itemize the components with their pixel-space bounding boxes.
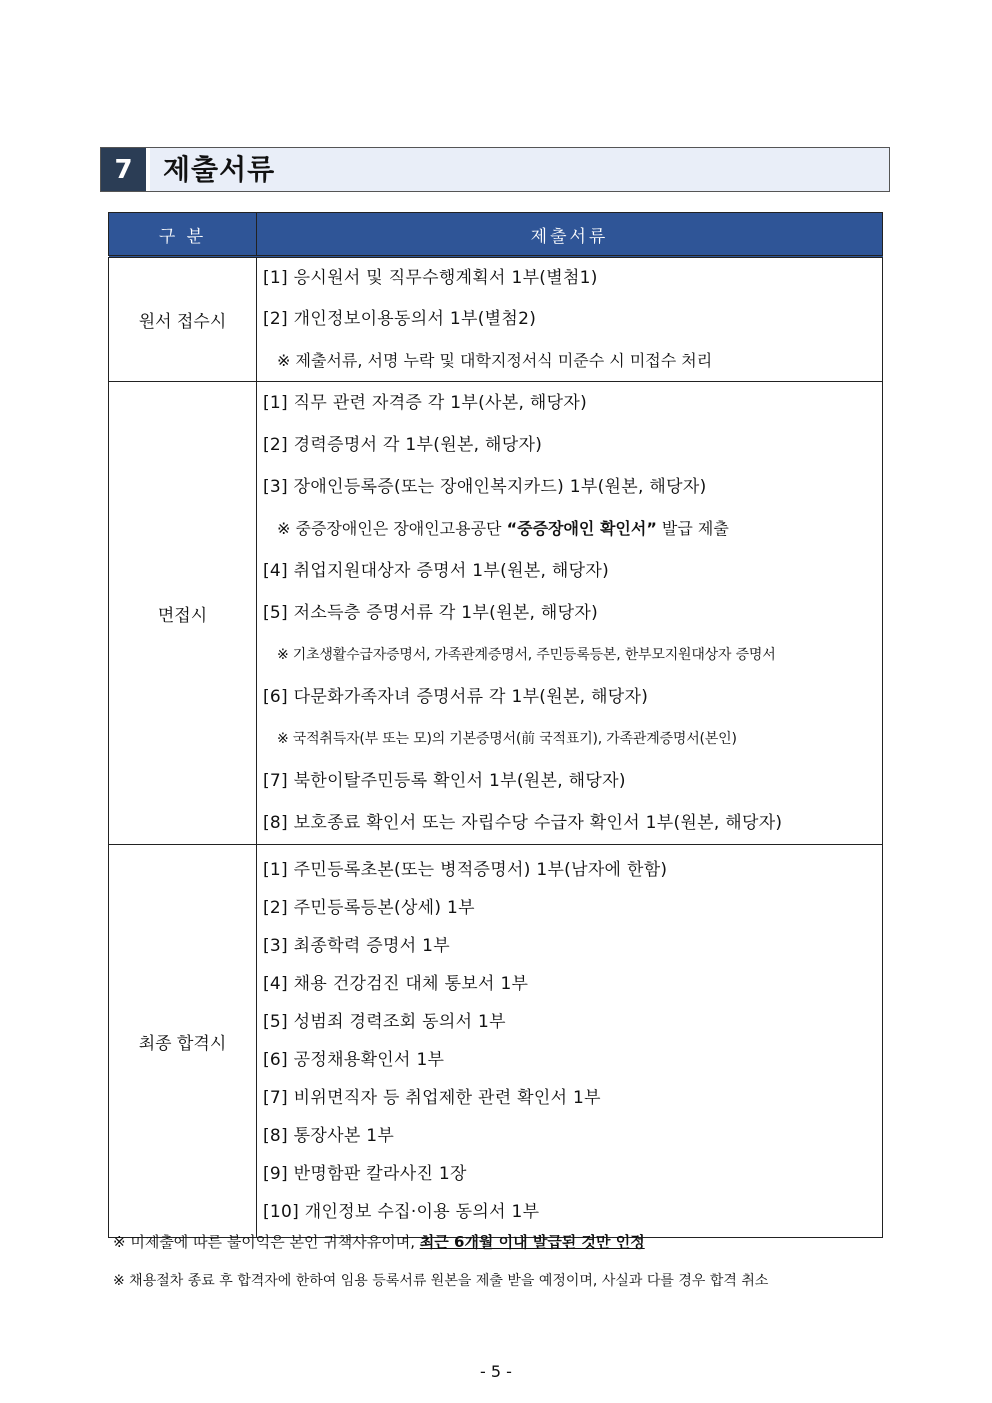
documents-application	[257, 257, 883, 382]
list-item: [1] 주민등록초본(또는 병적증명서) 1부(남자에 한함)	[263, 860, 668, 880]
list-item: [10] 개인정보 수집·이용 동의서 1부	[263, 1202, 540, 1222]
list-item: [3] 장애인등록증(또는 장애인복지카드) 1부(원본, 해당자)	[263, 477, 707, 497]
list-item: [8] 보호종료 확인서 또는 자립수당 수급자 확인서 1부(원본, 해당자)	[263, 813, 783, 833]
list-item: [7] 비위면직자 등 취업제한 관련 확인서 1부	[263, 1088, 601, 1108]
list-item: [4] 채용 건강검진 대체 통보서 1부	[263, 974, 529, 994]
category-application: 원서 접수시	[109, 257, 257, 382]
section-title: 제출서류	[163, 153, 276, 186]
note: ※ 국적취득자(부 또는 모)의 기본증명서(前 국적표기), 가족관계증명서(본인)	[277, 731, 737, 747]
section-number: 7	[101, 148, 146, 191]
note-text: 발급 제출	[656, 519, 729, 538]
list-item: [8] 통장사본 1부	[263, 1126, 395, 1146]
documents-interview	[257, 382, 883, 845]
page-number: - 5 -	[480, 1362, 512, 1381]
list-item: [9] 반명함판 칼라사진 1장	[263, 1164, 467, 1184]
header-category: 구 분	[109, 213, 257, 257]
header-documents: 제출서류	[257, 213, 883, 257]
note	[263, 508, 882, 550]
list-item: [6] 다문화가족자녀 증명서류 각 1부(원본, 해당자)	[263, 687, 649, 707]
footnote-originals: ※ 채용절차 종료 후 합격자에 한하여 임용 등록서류 원본을 제출 받을 예정이며, 사실과 다를 경우 합격 취소	[113, 1273, 769, 1289]
note-emphasis: “중증장애인 확인서”	[506, 519, 657, 538]
table-row-final	[109, 845, 883, 1238]
category-final: 최종 합격시	[109, 845, 257, 1238]
list-item: [1] 응시원서 및 직무수행계획서 1부(별첨1)	[263, 268, 598, 288]
list-item: [1] 직무 관련 자격증 각 1부(사본, 해당자)	[263, 393, 587, 413]
list-item: [5] 성범죄 경력조회 동의서 1부	[263, 1012, 506, 1032]
table-row-application	[109, 257, 883, 382]
table-header-row	[109, 213, 883, 257]
section-number-divider	[146, 148, 150, 191]
list-item: [6] 공정채용확인서 1부	[263, 1050, 445, 1070]
list-item: [3] 최종학력 증명서 1부	[263, 936, 450, 956]
footnote-emphasis: 최근 6개월 이내 발급된 것만 인정	[419, 1233, 645, 1251]
documents-final	[257, 845, 883, 1238]
footnote-text: ※ 미제출에 따른 불이익은 본인 귀책사유이며,	[113, 1233, 420, 1251]
table-row-interview	[109, 382, 883, 845]
list-item: [5] 저소득층 증명서류 각 1부(원본, 해당자)	[263, 603, 599, 623]
footnote-validity	[113, 1231, 645, 1252]
list-item: [7] 북한이탈주민등록 확인서 1부(원본, 해당자)	[263, 771, 626, 791]
section-header	[100, 147, 890, 192]
documents-table	[108, 212, 883, 1238]
list-item: [2] 주민등록등본(상세) 1부	[263, 898, 475, 918]
category-interview: 면접시	[109, 382, 257, 845]
list-item: [2] 경력증명서 각 1부(원본, 해당자)	[263, 435, 543, 455]
note: ※ 기초생활수급자증명서, 가족관계증명서, 주민등록등본, 한부모지원대상자 증명서	[277, 647, 776, 663]
note-text: ※ 중증장애인은 장애인고용공단	[277, 519, 507, 538]
list-item: [2] 개인정보이용동의서 1부(별첨2)	[263, 309, 537, 329]
list-item: [4] 취업지원대상자 증명서 1부(원본, 해당자)	[263, 561, 610, 581]
note: ※ 제출서류, 서명 누락 및 대학지정서식 미준수 시 미접수 처리	[277, 351, 713, 370]
